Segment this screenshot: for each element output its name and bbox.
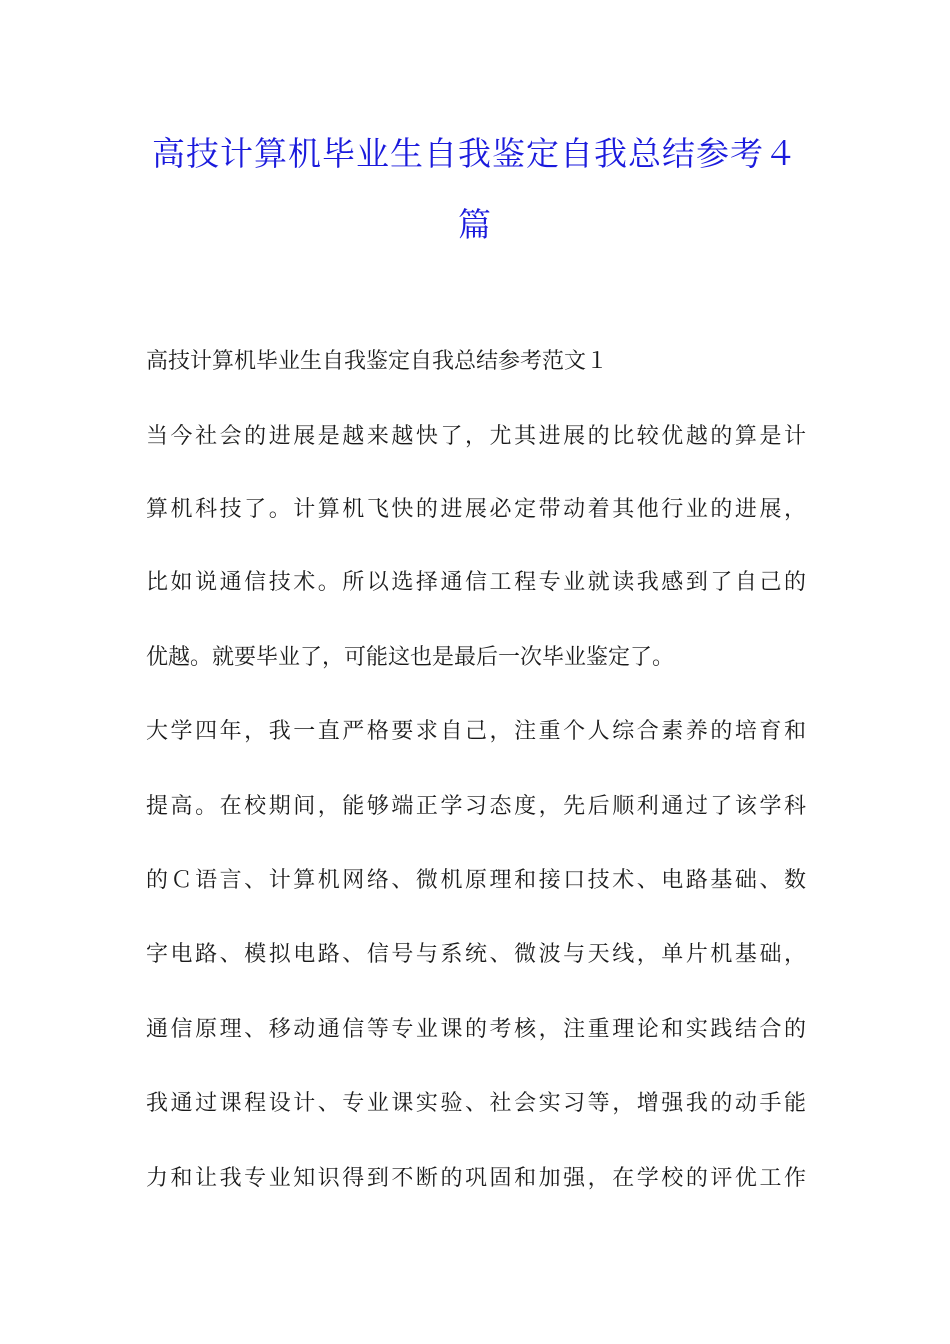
document-title-line-2: 篇 [458, 205, 492, 244]
paragraph-2-line-1: 大学四年，我一直严格要求自己，注重个人综合素养的培育和 [146, 719, 806, 744]
paragraph-2-line-2: 提高。在校期间，能够端正学习态度，先后顺利通过了该学科 [146, 794, 806, 819]
paragraph-2-line-6: 我通过课程设计、专业课实验、社会实习等，增强我的动手能 [146, 1091, 806, 1116]
paragraph-2-line-7: 力和让我专业知识得到不断的巩固和加强，在学校的评优工作 [146, 1166, 806, 1191]
paragraph-2-line-3: 的Ｃ语言、计算机网络、微机原理和接口技术、电路基础、数 [146, 868, 806, 893]
paragraph-2-line-4: 字电路、模拟电路、信号与系统、微波与天线，单片机基础， [146, 942, 806, 967]
paragraph-1-line-1: 当今社会的进展是越来越快了，尤其进展的比较优越的算是计 [146, 424, 806, 449]
document-title-line-1: 高技计算机毕业生自我鉴定自我总结参考４ [152, 134, 798, 173]
paragraph-1-line-4: 优越。就要毕业了，可能这也是最后一次毕业鉴定了。 [146, 645, 675, 670]
paragraph-1-line-2: 算机科技了。计算机飞快的进展必定带动着其他行业的进展， [146, 497, 806, 522]
paragraph-2-line-5: 通信原理、移动通信等专业课的考核，注重理论和实践结合的 [146, 1017, 806, 1042]
section-heading: 高技计算机毕业生自我鉴定自我总结参考范文１ [146, 349, 609, 374]
paragraph-1-line-3: 比如说通信技术。所以选择通信工程专业就读我感到了自己的 [146, 570, 806, 595]
